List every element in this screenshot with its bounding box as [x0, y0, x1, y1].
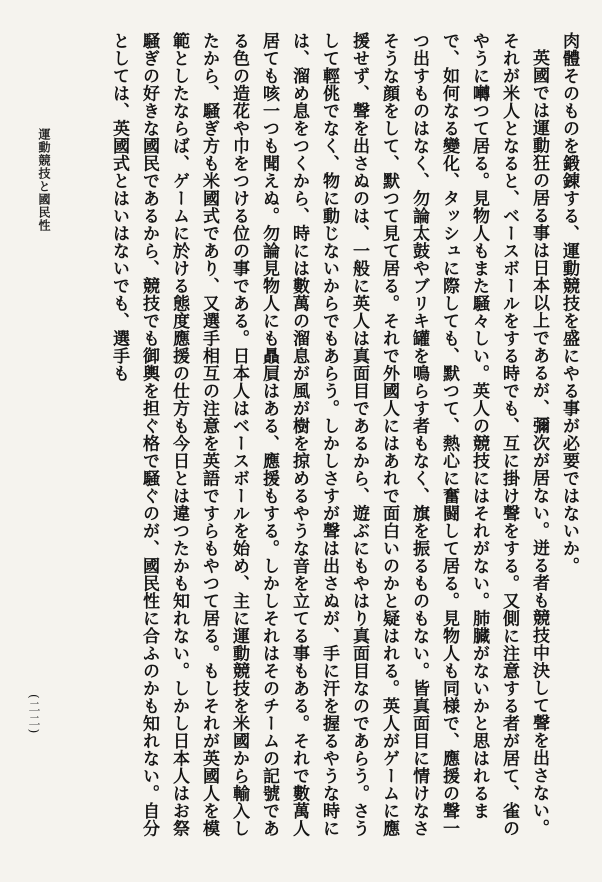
running-head: 運動競技と國民性	[37, 128, 51, 232]
main-text-block	[64, 32, 584, 852]
paragraph-2: 英國では運動狂の居る事は日本以上であるが、彌次が居ない。迸る者も競技中決して聲を出さない。それが米人となると、ベースボールをする時でも、互に掛け聲をする。又側に注意する者が居て、雀のやうに囀つて居る。見物人もまた騒々しい。英人の競技にはそれがない。肺臓がないかと思はれるまで、如何なる變化、タッシュに際しても、默つて、熱心に奮闘して居る。見物人も同様で、應援の聲一つ出すものはなく、勿論太鼓やブリキ罐を鳴らす者もなく、旗を振るものもない。皆真面目に情けなさそうな顔をして、默つて見て居る。それで外國人にはあれで面白いのかと疑はれる。英人がゲームに應援せず、聲を出さぬのは、一般に英人は真面目であるから、遊ぶにもやはり真面目なのであらう。さうして輕佻でなく、物に動じないからでもあらう。しかしさすが聲は出さぬが、手に汗を握るやうな時には、溜め息をつくから、時には數萬の溜息が風が樹を掠めるやうな音を立てる事もある。それで數萬人居ても咳一つも聞えぬ。勿論見物人にも贔屓はある、應援もする。しかしそれはそのチームの記號である色の造花や巾をつける位の事である。日本人はベースボールを始め、主に運動競技を米國から輸入したから、騒ぎ方も米國式であり、又選手相互の注意を英語ですらもやつて居る。もしそれが英國人を模範としたならば、ゲームに於ける態度應援の仕方も今日とは違つたかも知れない。しかし日本人はお祭騒ぎの好きな國民であるから、競技でも御輿を担ぐ格で騒ぐのが、國民性に合ふのかも知れない。自分としては、英國式とはいはないでも、選手も	[109, 32, 549, 837]
paragraph-1: 肉體そのものを鍛錬する、運動競技を盛にやる事が必要ではないか。	[559, 32, 579, 575]
page-number: (二二)	[27, 694, 41, 736]
